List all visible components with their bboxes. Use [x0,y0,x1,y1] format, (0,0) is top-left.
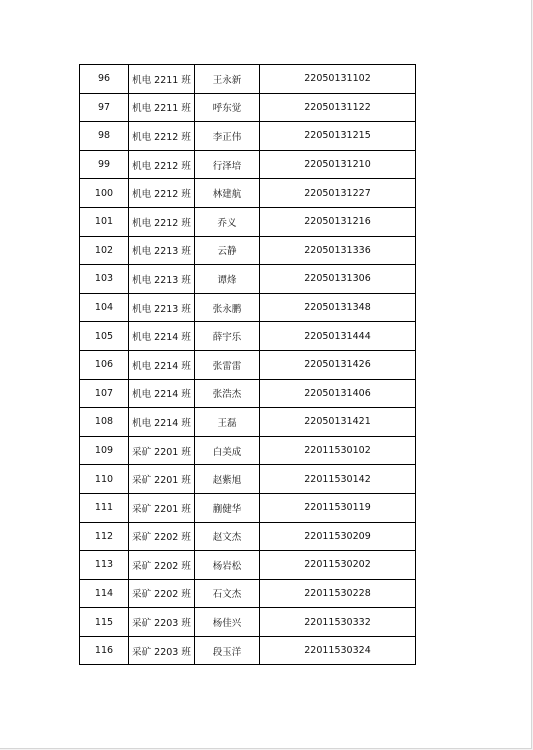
row-number-cell: 104 [80,293,129,322]
row-number-cell: 114 [80,579,129,608]
student-name-cell: 薛宇乐 [195,322,260,351]
student-name-cell: 张永鹏 [195,293,260,322]
table-row [80,493,416,522]
table-row [80,179,416,208]
student-name-cell: 赵紫旭 [195,465,260,494]
table-row [80,465,416,494]
student-name-cell: 王磊 [195,408,260,437]
table-row [80,293,416,322]
table-row [80,636,416,665]
class-name-cell: 采矿 2201 班 [129,436,195,465]
row-number-cell: 99 [80,150,129,179]
row-number-cell: 108 [80,408,129,437]
student-id-cell: 22050131215 [260,122,416,151]
student-name-cell: 王永新 [195,65,260,94]
class-name-cell: 机电 2214 班 [129,350,195,379]
class-name-cell: 机电 2211 班 [129,93,195,122]
student-id-cell: 22011530332 [260,608,416,637]
roster-table-body [80,65,416,665]
student-id-cell: 22050131336 [260,236,416,265]
table-row [80,122,416,151]
student-id-cell: 22011530228 [260,579,416,608]
student-name-cell: 云静 [195,236,260,265]
student-id-cell: 22011530209 [260,522,416,551]
student-id-cell: 22050131210 [260,150,416,179]
row-number-cell: 102 [80,236,129,265]
class-name-cell: 机电 2212 班 [129,150,195,179]
student-name-cell: 谭烽 [195,265,260,294]
student-name-cell: 呼东觉 [195,93,260,122]
row-number-cell: 112 [80,522,129,551]
row-number-cell: 116 [80,636,129,665]
table-row [80,322,416,351]
row-number-cell: 109 [80,436,129,465]
table-row [80,207,416,236]
student-id-cell: 22011530142 [260,465,416,494]
class-name-cell: 机电 2211 班 [129,65,195,94]
class-name-cell: 机电 2214 班 [129,322,195,351]
student-id-cell: 22050131421 [260,408,416,437]
table-row [80,408,416,437]
table-row [80,379,416,408]
student-id-cell: 22050131444 [260,322,416,351]
table-row [80,579,416,608]
row-number-cell: 115 [80,608,129,637]
table-row [80,236,416,265]
class-name-cell: 机电 2213 班 [129,293,195,322]
class-name-cell: 机电 2213 班 [129,236,195,265]
class-name-cell: 机电 2213 班 [129,265,195,294]
student-name-cell: 张浩杰 [195,379,260,408]
row-number-cell: 101 [80,207,129,236]
row-number-cell: 105 [80,322,129,351]
class-name-cell: 机电 2212 班 [129,207,195,236]
class-name-cell: 采矿 2203 班 [129,608,195,637]
student-name-cell: 杨岩松 [195,551,260,580]
student-roster-table [79,64,416,665]
row-number-cell: 98 [80,122,129,151]
student-name-cell: 李正伟 [195,122,260,151]
class-name-cell: 采矿 2201 班 [129,493,195,522]
class-name-cell: 采矿 2201 班 [129,465,195,494]
row-number-cell: 100 [80,179,129,208]
student-id-cell: 22050131216 [260,207,416,236]
class-name-cell: 机电 2212 班 [129,179,195,208]
student-name-cell: 石文杰 [195,579,260,608]
student-name-cell: 张雷雷 [195,350,260,379]
student-name-cell: 蒯健华 [195,493,260,522]
table-row [80,93,416,122]
row-number-cell: 96 [80,65,129,94]
row-number-cell: 107 [80,379,129,408]
student-id-cell: 22050131426 [260,350,416,379]
table-row [80,65,416,94]
student-name-cell: 段玉洋 [195,636,260,665]
row-number-cell: 113 [80,551,129,580]
student-id-cell: 22011530102 [260,436,416,465]
table-row [80,150,416,179]
class-name-cell: 机电 2212 班 [129,122,195,151]
table-row [80,350,416,379]
row-number-cell: 103 [80,265,129,294]
table-row [80,265,416,294]
student-id-cell: 22050131348 [260,293,416,322]
student-name-cell: 林建航 [195,179,260,208]
row-number-cell: 111 [80,493,129,522]
class-name-cell: 采矿 2202 班 [129,522,195,551]
student-name-cell: 乔义 [195,207,260,236]
student-id-cell: 22050131406 [260,379,416,408]
table-row [80,522,416,551]
student-id-cell: 22050131227 [260,179,416,208]
student-id-cell: 22050131122 [260,93,416,122]
student-id-cell: 22011530324 [260,636,416,665]
student-id-cell: 22050131102 [260,65,416,94]
table-row [80,551,416,580]
class-name-cell: 采矿 2203 班 [129,636,195,665]
class-name-cell: 机电 2214 班 [129,379,195,408]
student-id-cell: 22011530119 [260,493,416,522]
student-id-cell: 22011530202 [260,551,416,580]
class-name-cell: 采矿 2202 班 [129,579,195,608]
row-number-cell: 97 [80,93,129,122]
table-row [80,436,416,465]
row-number-cell: 106 [80,350,129,379]
table-row [80,608,416,637]
class-name-cell: 采矿 2202 班 [129,551,195,580]
class-name-cell: 机电 2214 班 [129,408,195,437]
row-number-cell: 110 [80,465,129,494]
student-name-cell: 赵文杰 [195,522,260,551]
student-name-cell: 白美成 [195,436,260,465]
student-name-cell: 杨佳兴 [195,608,260,637]
student-name-cell: 行泽培 [195,150,260,179]
student-id-cell: 22050131306 [260,265,416,294]
